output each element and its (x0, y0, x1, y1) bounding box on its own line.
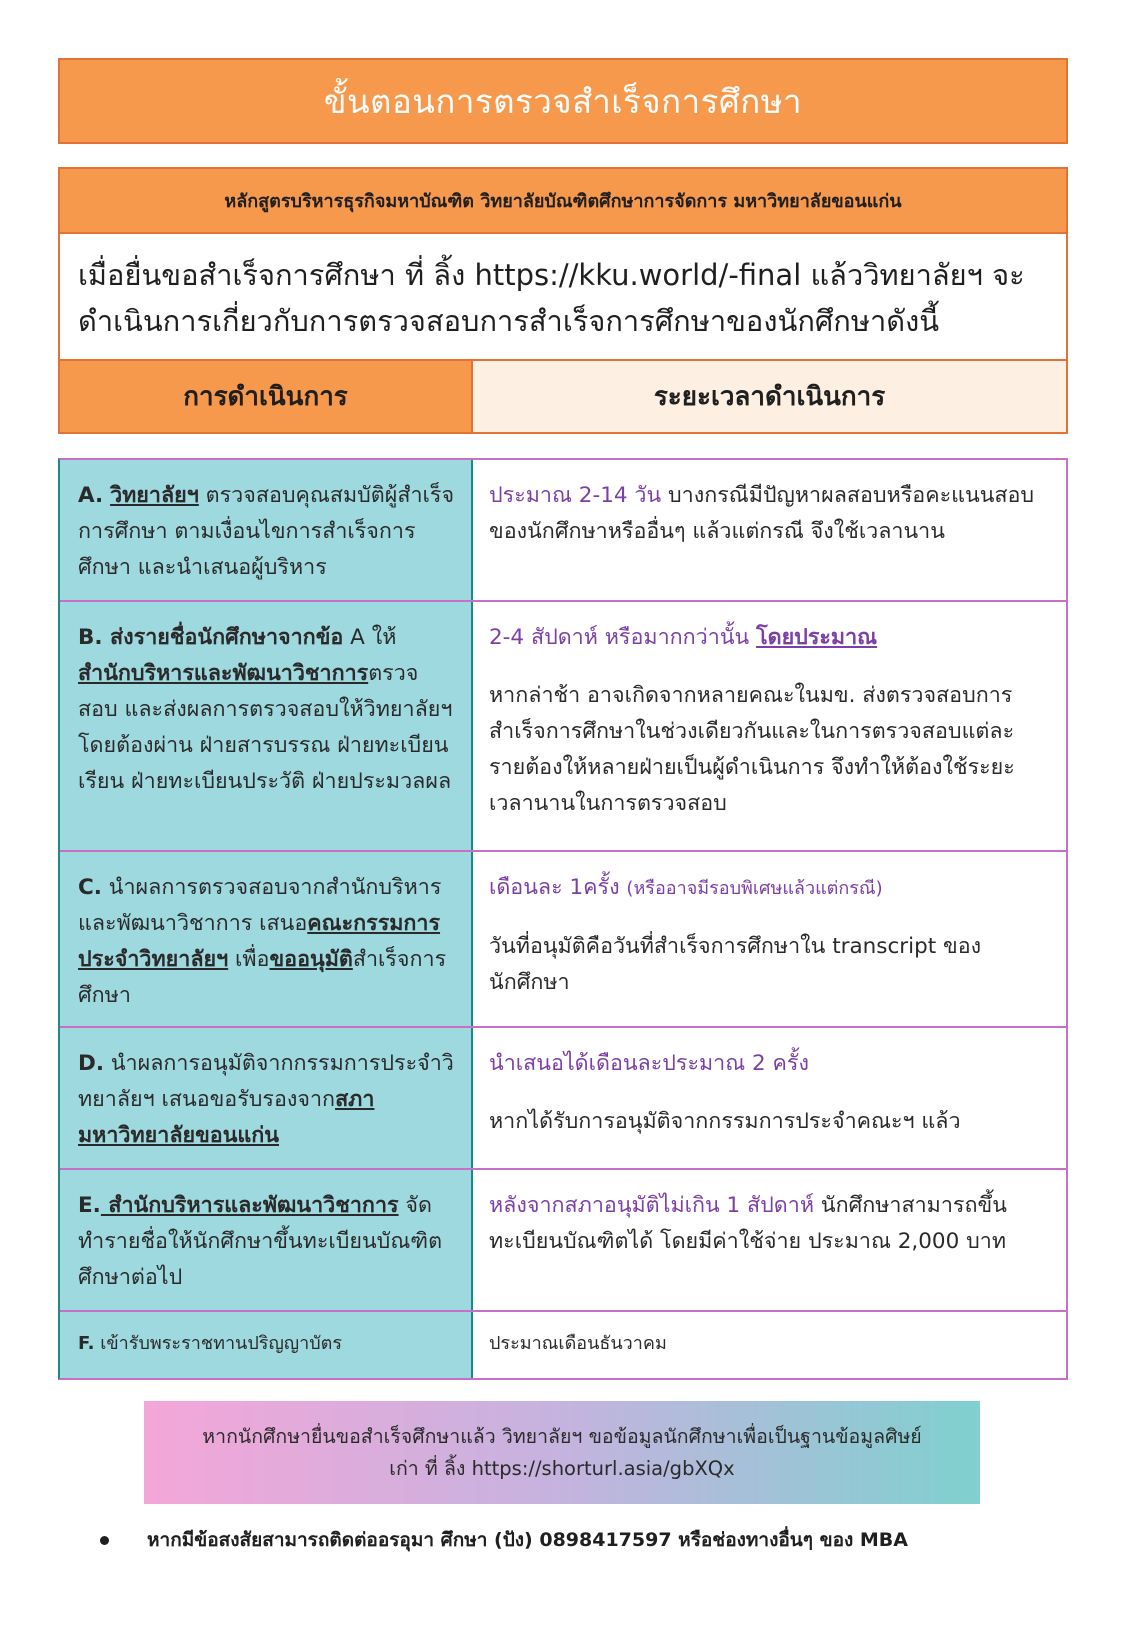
step-c-text-3: สำเร็จการศึกษา (78, 947, 447, 1008)
program-box (58, 167, 1068, 434)
step-row-e (60, 1170, 1066, 1312)
step-a-time: ประมาณ 2-14 วัน (489, 483, 662, 508)
step-d-text-1: นำผลการอนุมัติจากกรรมการประจำวิทยาลัยฯ เสนอขอรับรองจาก (78, 1051, 454, 1112)
step-b-text-2: ตรวจสอบ และส่งผลการตรวจสอบให้วิทยาลัยฯ โดยต้องผ่าน ฝ่ายสารบรรณ ฝ่ายทะเบียนเรียน ฝ่ายทะเบียนประวัติ ฝ่ายประมวลผล (78, 661, 453, 794)
step-row-c (60, 852, 1066, 1028)
step-c-action (60, 852, 473, 1026)
step-d-council: สภามหาวิทยาลัยขอนแก่น (78, 1087, 375, 1148)
step-letter: D. (78, 1051, 105, 1076)
alumni-notice-line-1: หากนักศึกษายื่นขอสำเร็จศึกษาแล้ว วิทยาลัยฯ ขอข้อมูลนักศึกษาเพื่อเป็นฐานข้อมูลศิษย์ (202, 1424, 922, 1448)
intro-line-1: เมื่อยื่นขอสำเร็จการศึกษา ที่ ลิ้ง https://kku.world/-final แล้ววิทยาลัยฯ จะ (78, 258, 1025, 292)
bullet-icon (100, 1536, 109, 1545)
steps-table (58, 458, 1068, 1380)
step-row-a (60, 460, 1066, 602)
step-a-duration (473, 460, 1066, 600)
step-c-duration (473, 852, 1066, 1026)
step-b-time-note: หากล่าช้า อาจเกิดจากหลายคณะในมข. ส่งตรวจสอบการสำเร็จการศึกษาในช่วงเดียวกันและในการตรวจสอบแต่ละรายต้องให้หลายฝ่ายเป็นผู้ดำเนินการ จึงทำให้ต้องใช้ระยะเวลานานในการตรวจสอบ (489, 683, 1015, 816)
step-row-b (60, 602, 1066, 852)
alumni-notice-line-2[interactable]: เก่า ที่ ลิ้ง https://shorturl.asia/gbXQx (389, 1456, 735, 1480)
column-header-duration: ระยะเวลาดำเนินการ (473, 361, 1066, 432)
step-letter: A. (78, 483, 104, 508)
step-letter: F. (78, 1333, 95, 1354)
step-b-time-approx: โดยประมาณ (756, 625, 878, 650)
step-e-duration (473, 1170, 1066, 1310)
program-intro (60, 234, 1066, 359)
step-b-org: สำนักบริหารและพัฒนาวิชาการ (78, 661, 369, 686)
step-letter: E. (78, 1193, 101, 1218)
step-c-time: เดือนละ 1ครั้ง (489, 875, 627, 900)
contact-bullet (100, 1525, 1060, 1555)
step-a-time-note: บางกรณีมีปัญหาผลสอบหรือคะแนนสอบของนักศึกษาหรืออื่นๆ แล้วแต่กรณี จึงใช้เวลานาน (489, 483, 1035, 544)
program-header: หลักสูตรบริหารธุรกิจมหาบัณฑิต วิทยาลัยบัณฑิตศึกษาการจัดการ มหาวิทยาลัยขอนแก่น (60, 169, 1066, 234)
step-f-text-1: เข้ารับพระราชทานปริญญาบัตร (94, 1333, 343, 1354)
step-d-duration (473, 1028, 1066, 1168)
alumni-notice (144, 1401, 980, 1504)
step-b-heading: ส่งรายชื่อนักศึกษาจากข้อ (102, 625, 344, 650)
column-header-action: การดำเนินการ (60, 361, 473, 432)
step-e-action (60, 1170, 473, 1310)
step-d-time: นำเสนอได้เดือนละประมาณ 2 ครั้ง (489, 1051, 809, 1076)
step-letter: C. (78, 875, 102, 900)
step-e-time: หลังจากสภาอนุมัติไม่เกิน 1 สัปดาห์ (489, 1193, 815, 1218)
step-e-org: สำนักบริหารและพัฒนาวิชาการ (100, 1193, 399, 1218)
step-c-text-2: เพื่อ (228, 947, 270, 972)
step-c-time-special: (หรืออาจมีรอบพิเศษแล้วแต่กรณี) (626, 878, 883, 899)
step-c-time-note: วันที่อนุมัติคือวันที่สำเร็จการศึกษาใน transcript ของนักศึกษา (489, 934, 982, 995)
step-row-d (60, 1028, 1066, 1170)
step-a-org: วิทยาลัยฯ (110, 483, 199, 508)
step-row-f (60, 1312, 1066, 1378)
step-c-text-1: นำผลการตรวจสอบจากสำนักบริหารและพัฒนาวิชาการ เสนอ (78, 875, 442, 936)
step-b-time: 2-4 สัปดาห์ หรือมากกว่านั้น (489, 625, 757, 650)
intro-line-2: ดำเนินการเกี่ยวกับการตรวจสอบการสำเร็จการศึกษาของนักศึกษาดังนี้ (78, 304, 940, 338)
step-c-committee: คณะกรรมการประจำวิทยาลัยฯ (78, 911, 441, 972)
step-a-text: ตรวจสอบคุณสมบัติผู้สำเร็จการศึกษา ตามเงื่อนไขการสำเร็จการศึกษา และนำเสนอผู้บริหาร (78, 483, 455, 580)
contact-text: หากมีข้อสงสัยสามารถติดต่ออรอุมา ศึกษา (ปัง) 0898417597 หรือช่องทางอื่นๆ ของ MBA (147, 1529, 908, 1551)
step-f-action (60, 1312, 473, 1378)
step-d-time-note: หากได้รับการอนุมัติจากกรรมการประจำคณะฯ แล้ว (489, 1109, 961, 1134)
step-a-action (60, 460, 473, 600)
step-d-action (60, 1028, 473, 1168)
page-title: ขั้นตอนการตรวจสำเร็จการศึกษา (58, 58, 1068, 144)
step-f-time-note: ประมาณเดือนธันวาคม (489, 1333, 667, 1354)
step-c-approve: ขออนุมัติ (269, 947, 353, 972)
column-headers (60, 359, 1066, 432)
step-b-duration (473, 602, 1066, 850)
step-e-time-note: นักศึกษาสามารถขึ้นทะเบียนบัณฑิตได้ โดยมีค่าใช้จ่าย ประมาณ 2,000 บาท (489, 1193, 1007, 1254)
step-f-duration (473, 1312, 1066, 1378)
step-b-action (60, 602, 473, 850)
step-e-text-1: จัดทำรายชื่อให้นักศึกษาขึ้นทะเบียนบัณฑิตศึกษาต่อไป (78, 1193, 443, 1290)
step-letter: B. (78, 625, 103, 650)
step-b-text-1: A ให้ (343, 625, 397, 650)
